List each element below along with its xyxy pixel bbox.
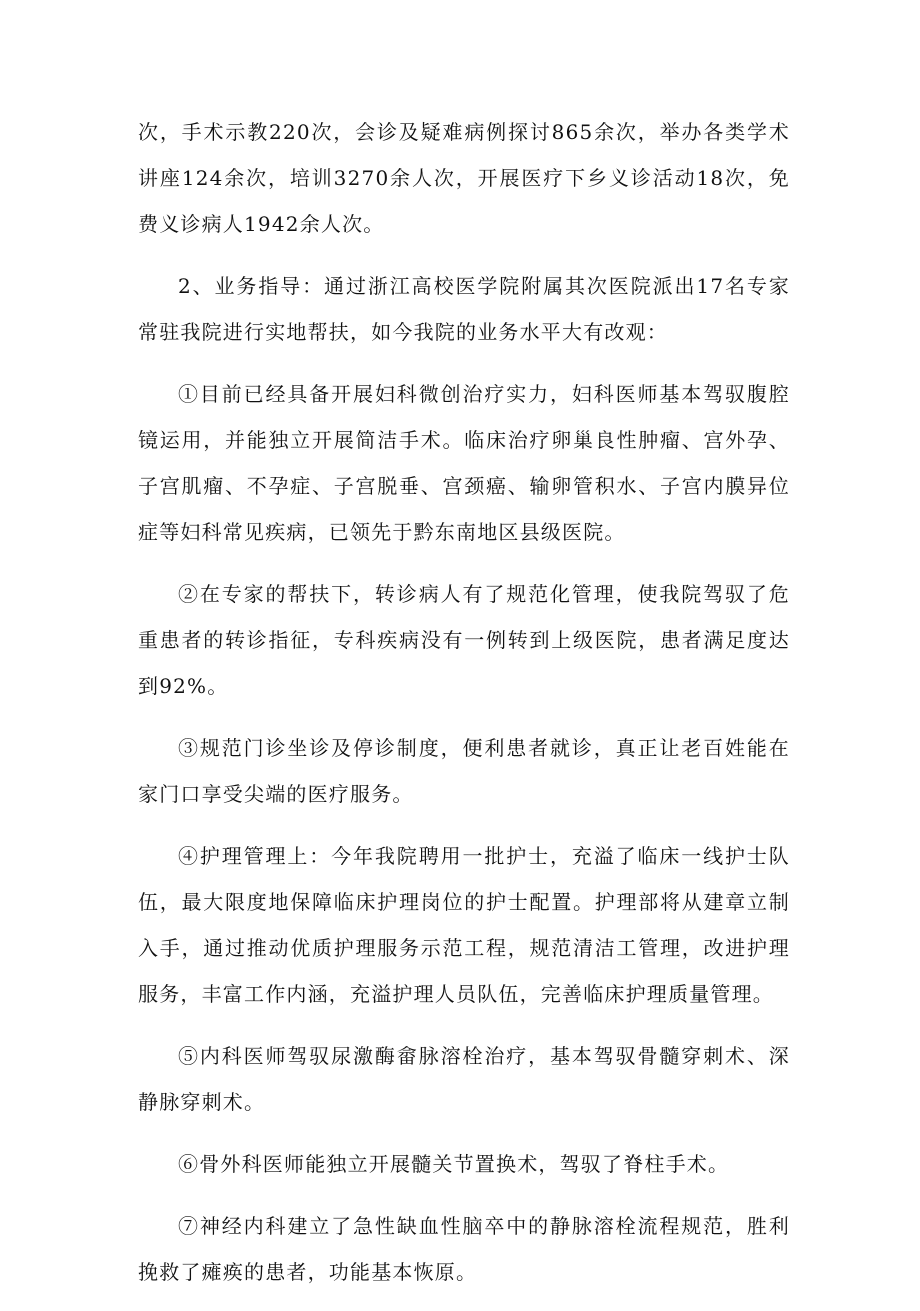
- paragraph-5: ③规范门诊坐诊及停诊制度，便利患者就诊，真正让老百姓能在家门口享受尖端的医疗服务。: [138, 736, 790, 806]
- paragraph-7: ⑤内科医师驾驭尿激酶畲脉溶栓治疗，基本驾驭骨髓穿刺术、深静脉穿刺术。: [138, 1044, 790, 1114]
- document-page: [138, 109, 790, 1311]
- paragraph-4: ②在专家的帮扶下，转诊病人有了规范化管理，使我院驾驭了危重患者的转诊指征，专科疾病没有一例转到上级医院，患者满足度达到92%。: [138, 582, 790, 698]
- paragraph-6: ④护理管理上：今年我院聘用一批护士，充溢了临床一线护士队伍，最大限度地保障临床护理岗位的护士配置。护理部将从建章立制入手，通过推动优质护理服务示范工程，规范清洁工管理，改进护理服务，丰富工作内涵，充溢护理人员队伍，完善临床护理质量管理。: [138, 844, 790, 1006]
- paragraph-1: 次，手术示教220次，会诊及疑难病例探讨865余次，举办各类学术讲座124余次，培训3270余人次，开展医疗下乡义诊活动18次，免费义诊病人1942余人次。: [138, 120, 790, 236]
- paragraph-8: ⑥骨外科医师能独立开展髓关节置换术，驾驭了脊柱手术。: [178, 1152, 730, 1176]
- paragraph-2: 2、业务指导：通过浙江高校医学院附属其次医院派出17名专家常驻我院进行实地帮扶，如今我院的业务水平大有改观：: [138, 274, 790, 344]
- paragraph-9: ⑦神经内科建立了急性缺血性脑卒中的静脉溶栓流程规范，胜利挽救了瘫痪的患者，功能基本恢原。: [138, 1214, 790, 1284]
- paragraph-3: ①目前已经具备开展妇科微创治疗实力，妇科医师基本驾驭腹腔镜运用，并能独立开展简洁手术。临床治疗卵巢良性肿瘤、宫外孕、子宫肌瘤、不孕症、子宫脱垂、宫颈癌、输卵管积水、子宫内膜异位症等妇科常见疾病，已领先于黔东南地区县级医院。: [138, 382, 790, 544]
